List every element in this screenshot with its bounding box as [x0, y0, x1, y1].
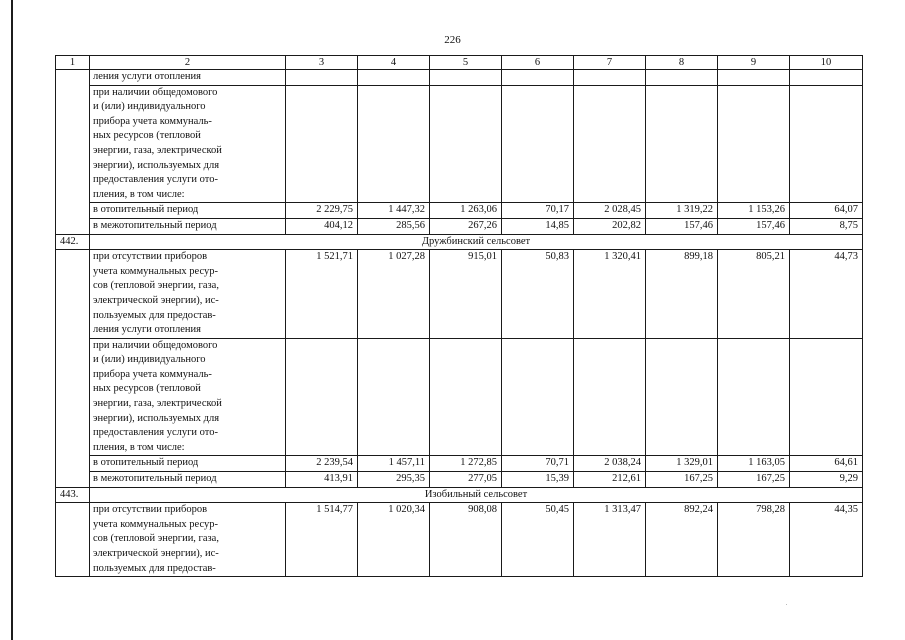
- value-cell: 798,28: [718, 503, 790, 577]
- value-cell: 1 020,34: [358, 503, 430, 577]
- value-cell: 70,71: [502, 456, 574, 472]
- value-cell: 1 263,06: [430, 203, 502, 219]
- value-cell: 413,91: [286, 472, 358, 488]
- value-cell: 202,82: [574, 218, 646, 234]
- value-cell: 70,17: [502, 203, 574, 219]
- value-cell: 899,18: [646, 250, 718, 339]
- row-description: в межотопительный период: [90, 218, 286, 234]
- value-cell: 2 239,54: [286, 456, 358, 472]
- col-header: 4: [358, 56, 430, 70]
- value-cell: 44,73: [790, 250, 863, 339]
- value-cell: 892,24: [646, 503, 718, 577]
- value-cell: 64,61: [790, 456, 863, 472]
- value-cell: 50,45: [502, 503, 574, 577]
- value-cell: 267,26: [430, 218, 502, 234]
- value-cell: 1 514,77: [286, 503, 358, 577]
- value-cell: 1 153,26: [718, 203, 790, 219]
- value-cell: 1 272,85: [430, 456, 502, 472]
- table-row: [56, 85, 863, 203]
- row-description: при отсутствии приборов учета коммунальных ресур- сов (тепловой энергии, газа, электрической энергии), ис- пользуемых для предостав-: [90, 503, 286, 577]
- col-header: 3: [286, 56, 358, 70]
- value-cell: 2 028,45: [574, 203, 646, 219]
- row-description: в отопительный период: [90, 456, 286, 472]
- value-cell: 1 163,05: [718, 456, 790, 472]
- value-cell: 157,46: [718, 218, 790, 234]
- value-cell: 1 313,47: [574, 503, 646, 577]
- row-description: при наличии общедомового и (или) индивидуального прибора учета коммуналь- ных ресурсов (тепловой энергии, газа, электрической энергии), используемых для предоставления услуги ото- пления, в том числе:: [90, 338, 286, 456]
- col-header: 9: [718, 56, 790, 70]
- table-row: [56, 203, 863, 219]
- row-number-cell: [56, 70, 90, 235]
- value-cell: 14,85: [502, 218, 574, 234]
- section-row: [56, 487, 863, 503]
- row-description: при наличии общедомового и (или) индивидуального прибора учета коммуналь- ных ресурсов (тепловой энергии, газа, электрической энергии), используемых для предоставления услуги ото- пления, в том числе:: [90, 85, 286, 203]
- col-header: 8: [646, 56, 718, 70]
- value-cell: 9,29: [790, 472, 863, 488]
- value-cell: 44,35: [790, 503, 863, 577]
- row-number-cell: 442.: [56, 234, 90, 250]
- value-cell: 915,01: [430, 250, 502, 339]
- value-cell: 157,46: [646, 218, 718, 234]
- table-row: [56, 250, 863, 339]
- section-title: Дружбинский сельсовет: [90, 234, 863, 250]
- value-cell: 212,61: [574, 472, 646, 488]
- table-row: [56, 338, 863, 456]
- value-cell: 50,83: [502, 250, 574, 339]
- scan-edge-line: [11, 0, 13, 640]
- value-cell: 15,39: [502, 472, 574, 488]
- row-description: в межотопительный период: [90, 472, 286, 488]
- value-cell: 1 447,32: [358, 203, 430, 219]
- scan-speck: [786, 604, 787, 605]
- value-cell: 1 320,41: [574, 250, 646, 339]
- value-cell: 277,05: [430, 472, 502, 488]
- value-cell: 64,07: [790, 203, 863, 219]
- value-cell: 404,12: [286, 218, 358, 234]
- row-number-cell: [56, 250, 90, 488]
- column-number-row: [56, 56, 863, 70]
- col-header: 10: [790, 56, 863, 70]
- row-number-cell: 443.: [56, 487, 90, 503]
- row-description: в отопительный период: [90, 203, 286, 219]
- section-title: Изобильный сельсовет: [90, 487, 863, 503]
- col-header: 7: [574, 56, 646, 70]
- row-description: ления услуги отопления: [90, 70, 286, 86]
- section-row: [56, 234, 863, 250]
- col-header: 6: [502, 56, 574, 70]
- value-cell: 1 319,22: [646, 203, 718, 219]
- value-cell: 167,25: [646, 472, 718, 488]
- table-row: [56, 472, 863, 488]
- table-row: [56, 503, 863, 577]
- page-number: 226: [444, 34, 461, 46]
- value-cell: 285,56: [358, 218, 430, 234]
- table-row: [56, 70, 863, 86]
- value-cell: 1 027,28: [358, 250, 430, 339]
- value-cell: 8,75: [790, 218, 863, 234]
- value-cell: 295,35: [358, 472, 430, 488]
- tariff-table: [55, 55, 863, 577]
- value-cell: 1 457,11: [358, 456, 430, 472]
- value-cell: 2 038,24: [574, 456, 646, 472]
- value-cell: 1 521,71: [286, 250, 358, 339]
- value-cell: 167,25: [718, 472, 790, 488]
- table-row: [56, 218, 863, 234]
- col-header: 1: [56, 56, 90, 70]
- col-header: 2: [90, 56, 286, 70]
- row-number-cell: [56, 503, 90, 577]
- value-cell: 805,21: [718, 250, 790, 339]
- value-cell: 908,08: [430, 503, 502, 577]
- value-cell: 2 229,75: [286, 203, 358, 219]
- table-row: [56, 456, 863, 472]
- row-description: при отсутствии приборов учета коммунальных ресур- сов (тепловой энергии, газа, электрической энергии), ис- пользуемых для предостав- ления услуги отопления: [90, 250, 286, 339]
- value-cell: 1 329,01: [646, 456, 718, 472]
- col-header: 5: [430, 56, 502, 70]
